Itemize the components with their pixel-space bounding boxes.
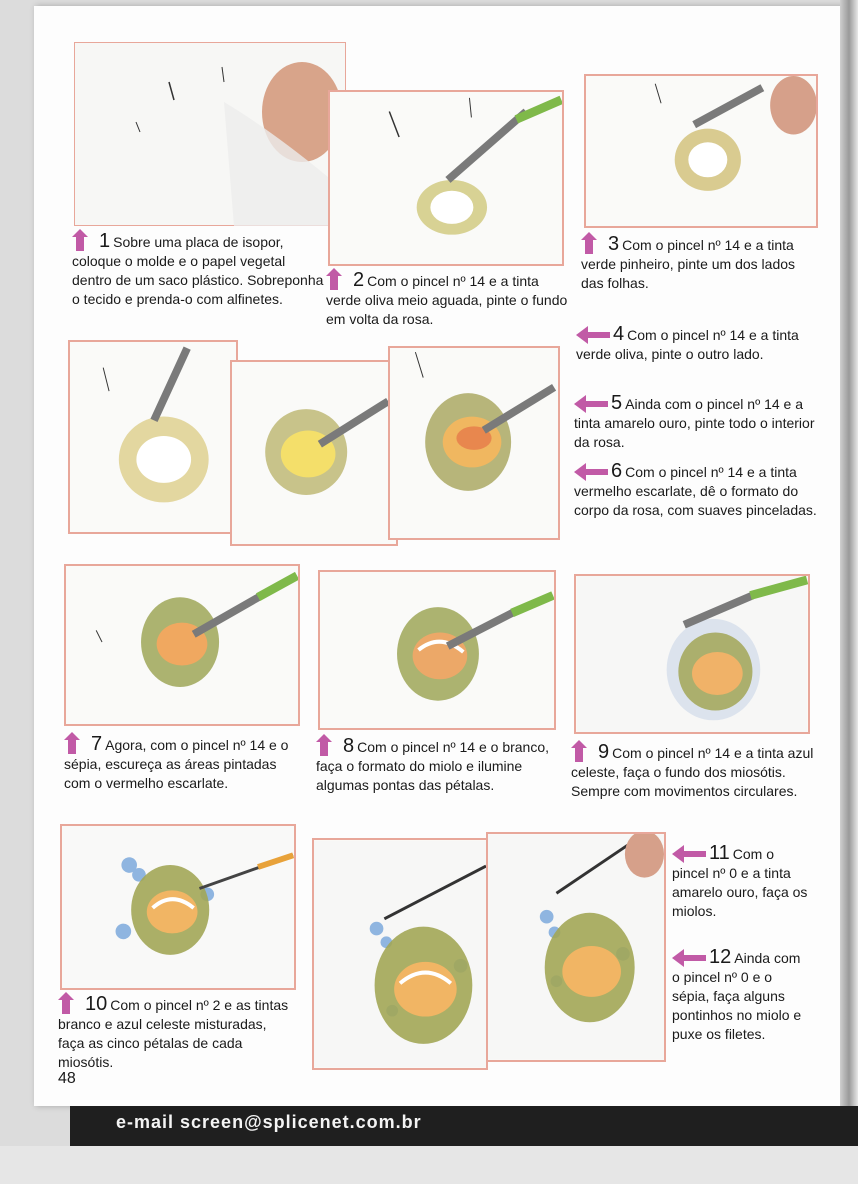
step-5-number: 5 xyxy=(611,392,623,414)
page-number: 48 xyxy=(58,1070,76,1087)
step-photo-3 xyxy=(584,74,818,228)
background-floor xyxy=(0,1146,858,1184)
arrow-icon xyxy=(64,732,88,754)
step-photo-5 xyxy=(230,360,398,546)
arrow-icon xyxy=(72,229,96,251)
step-4 xyxy=(576,325,820,364)
step-1-text: Sobre uma placa de isopor, coloque o molde e o papel vegetal dentro de um saco plástico. Sobreponha o tecido e prenda-o com alfinetes. xyxy=(72,234,324,307)
step-photo-10 xyxy=(60,824,296,990)
step-9-text: Com o pincel nº 14 e a tinta azul celeste, faça o fundo dos miosótis. Sempre com movimentos circulares. xyxy=(571,745,814,799)
book-spine xyxy=(840,0,858,1184)
step-8-text: Com o pincel nº 14 e o branco, faça o formato do miolo e ilumine algumas pontas das pétalas. xyxy=(316,739,550,793)
step-photo-8 xyxy=(318,570,556,730)
step-photo-6 xyxy=(388,346,560,540)
step-photo-2 xyxy=(328,90,564,266)
step-photo-4 xyxy=(68,340,238,534)
arrow-icon xyxy=(316,734,340,756)
step-3 xyxy=(581,232,817,293)
step-5-text: Ainda com o pincel nº 14 e a tinta amarelo ouro, pinte todo o interior da rosa. xyxy=(574,396,815,450)
step-12-number: 12 xyxy=(709,946,732,968)
footer-strip xyxy=(70,1106,858,1146)
step-photo-11 xyxy=(312,838,488,1070)
step-8 xyxy=(316,734,556,795)
step-2 xyxy=(326,268,570,329)
step-1-number: 1 xyxy=(99,230,111,252)
step-10-number: 10 xyxy=(85,993,108,1015)
arrow-icon xyxy=(571,740,595,762)
arrow-left-icon xyxy=(574,395,608,413)
arrow-icon xyxy=(58,992,82,1014)
step-3-number: 3 xyxy=(608,233,620,255)
step-5 xyxy=(574,394,820,452)
step-12 xyxy=(672,948,812,1044)
step-12-text: Ainda com o pincel nº 0 e o sépia, faça alguns pontinhos no miolo e puxe os filetes. xyxy=(672,950,802,1042)
arrow-left-icon xyxy=(576,326,610,344)
step-7 xyxy=(64,732,296,793)
arrow-icon xyxy=(581,232,605,254)
step-10-text: Com o pincel nº 2 e as tintas branco e azul celeste misturadas, faça as cinco pétalas de cada miosótis. xyxy=(58,997,289,1070)
step-8-number: 8 xyxy=(343,735,355,757)
step-7-number: 7 xyxy=(91,733,103,755)
arrow-left-icon xyxy=(672,949,706,967)
step-7-text: Agora, com o pincel nº 14 e o sépia, escureça as áreas pintadas com o vermelho escarlate. xyxy=(64,737,289,791)
step-10 xyxy=(58,992,294,1072)
step-photo-1 xyxy=(74,42,346,226)
step-photo-12 xyxy=(486,832,666,1062)
step-4-text: Com o pincel nº 14 e a tinta verde oliva, pinte o outro lado. xyxy=(576,327,799,362)
step-9 xyxy=(571,740,821,801)
arrow-left-icon xyxy=(574,463,608,481)
step-photo-7 xyxy=(64,564,300,726)
step-photo-9 xyxy=(574,574,810,734)
step-6-number: 6 xyxy=(611,460,623,482)
step-11-text: Com o pincel nº 0 e a tinta amarelo ouro, faça os miolos. xyxy=(672,846,808,919)
step-6 xyxy=(574,462,820,520)
step-2-text: Com o pincel nº 14 e a tinta verde oliva meio aguada, pinte o fundo em volta da rosa. xyxy=(326,273,568,327)
step-4-number: 4 xyxy=(613,323,625,345)
step-2-number: 2 xyxy=(353,269,365,291)
step-9-number: 9 xyxy=(598,741,610,763)
step-3-text: Com o pincel nº 14 e a tinta verde pinheiro, pinte um dos lados das folhas. xyxy=(581,237,796,291)
footer-email: e-mail screen@splicenet.com.br xyxy=(116,1112,422,1132)
step-11 xyxy=(672,844,812,921)
step-1 xyxy=(72,229,328,309)
step-11-number: 11 xyxy=(709,842,730,864)
arrow-left-icon xyxy=(672,845,706,863)
arrow-icon xyxy=(326,268,350,290)
step-6-text: Com o pincel nº 14 e a tinta vermelho escarlate, dê o formato do corpo da rosa, com suaves pinceladas. xyxy=(574,464,817,518)
